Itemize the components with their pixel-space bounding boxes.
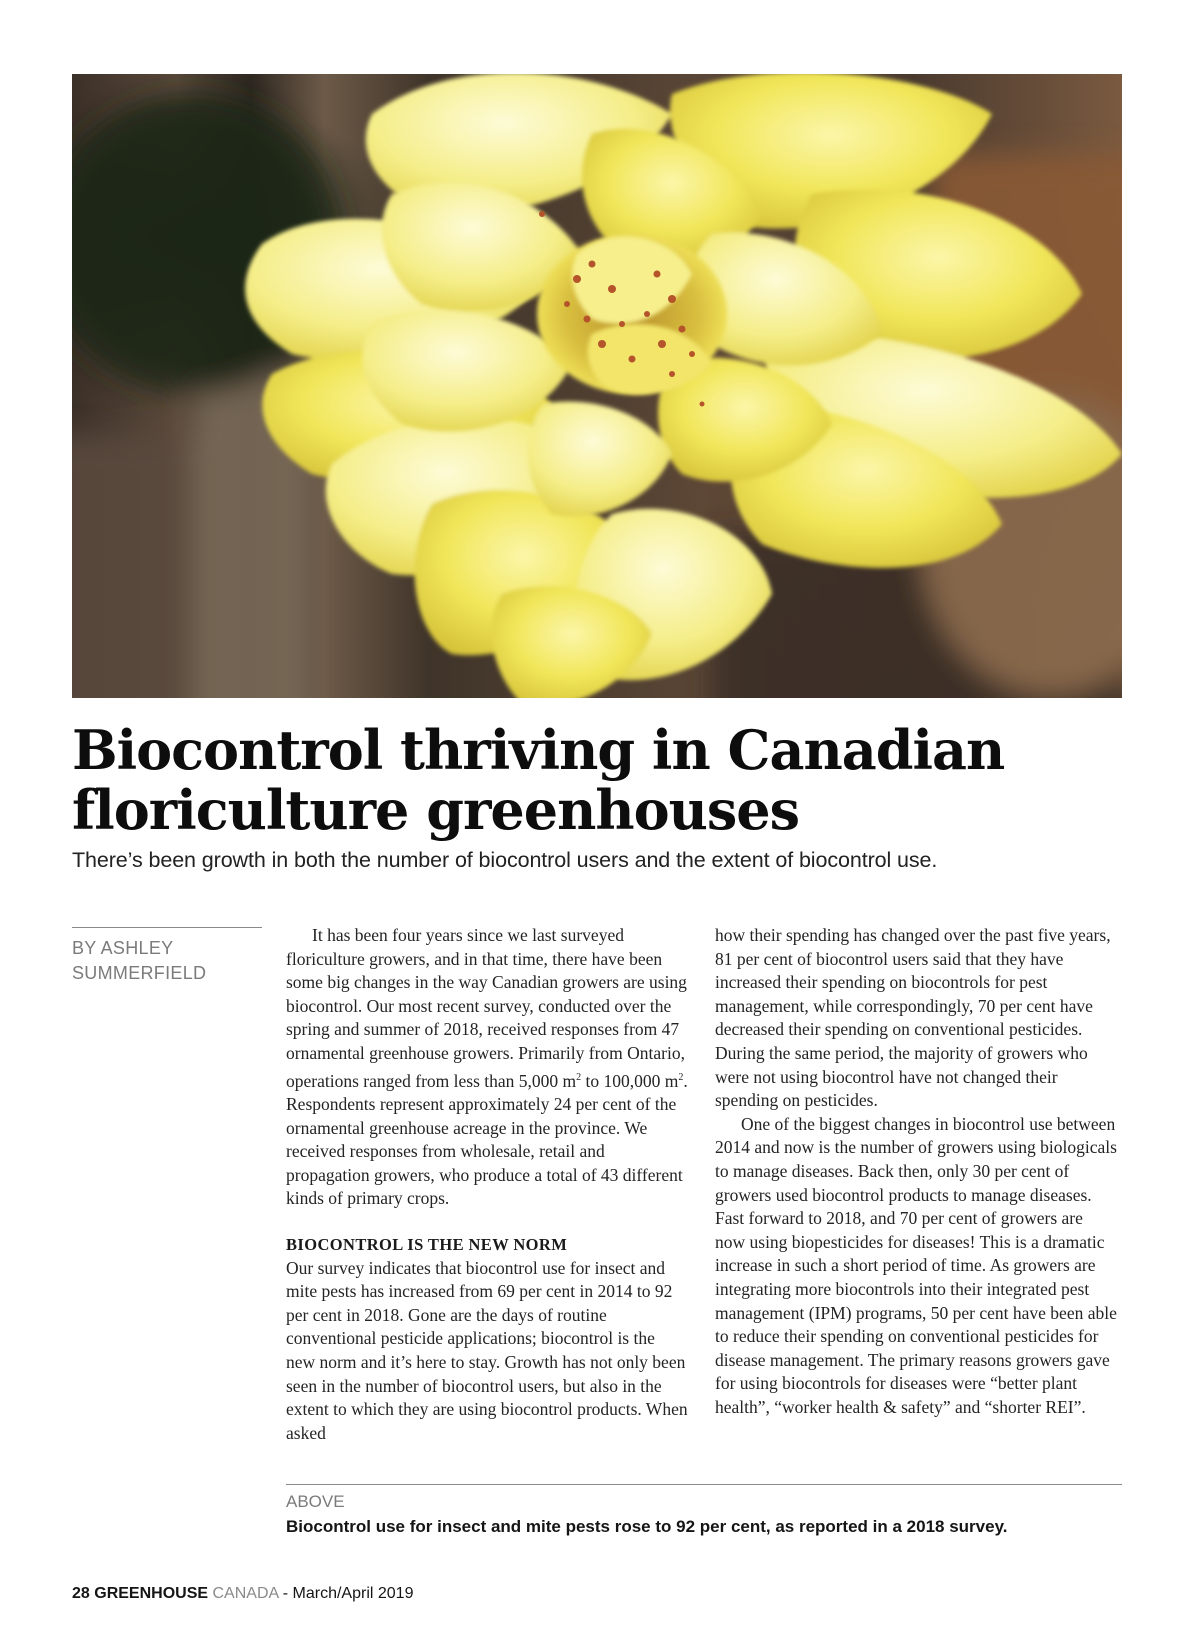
byline xyxy=(72,936,262,986)
byline-line-2: SUMMERFIELD xyxy=(72,963,207,983)
hero-photo xyxy=(72,74,1122,698)
section-subhead: BIOCONTROL IS THE NEW NORM xyxy=(286,1234,568,1254)
body-column-2 xyxy=(715,924,1117,1419)
body-paragraph-2: Our survey indicates that biocontrol use for insect and mite pests has increased from 69 per cent in 2014 to 92 per cent in 2018. Gone are the days of routine conventional pesticide applications; biocontrol is the new norm and it’s here to stay. Growth has not only been seen in the number of biocontrol users, but also in the extent to which they are using biocontrol products. When asked xyxy=(286,1257,688,1443)
headline-line-2: floriculture greenhouses xyxy=(72,778,800,842)
page-number: 28 xyxy=(72,1585,90,1602)
byline-line-1: BY ASHLEY xyxy=(72,938,174,958)
paragraph-1-text-a: It has been four years since we last surveyed floriculture growers, and in that time, there have been some big changes in the way Canadian growers are using biocontrol. Our most recent survey, conducted over the spring and summer of 2018, received responses from 47 ornamental greenhouse growers. Primarily from Ontario, operations ranged from less than 5,000 m xyxy=(286,925,687,1091)
yellow-flower-illustration xyxy=(72,74,1122,698)
caption-text: Biocontrol use for insect and mite pests rose to 92 per cent, as reported in a 2018 survey. xyxy=(286,1517,1008,1536)
caption-divider xyxy=(286,1484,1122,1485)
superscript-square: 2 xyxy=(576,1071,582,1083)
headline-line-1: Biocontrol thriving in Canadian xyxy=(72,718,1005,782)
body-paragraph-4: One of the biggest changes in biocontrol use between 2014 and now is the number of growers using biologicals to manage diseases. Back then, only 30 per cent of growers used biocontrol products to manage diseases. Fast forward to 2018, and 70 per cent of growers are now using biopesticides for diseases! This is a dramatic increase in such a short period of time. As growers are integrating more biocontrols into their integrated pest management (IPM) programs, 50 per cent have been able to reduce their spending on conventional pesticides for disease management. The primary reasons growers gave for using biocontrols for diseases were “better plant health”, “worker health & safety” and “shorter REI”. xyxy=(715,1113,1117,1417)
issue-date: - March/April 2019 xyxy=(282,1585,414,1602)
paragraph-1-text-c: . Respondents represent approximately 24 per cent of the ornamental greenhouse acreage in the province. We received responses from wholesale, retail and propagation growers, who produce a total of 43 different kinds of primary crops. xyxy=(286,1070,688,1209)
paragraph-1-text-b: to 100,000 m xyxy=(581,1070,679,1091)
magazine-name-light: CANADA xyxy=(212,1585,279,1602)
superscript-square: 2 xyxy=(678,1071,684,1083)
body-paragraph-3: how their spending has changed over the past five years, 81 per cent of biocontrol users said that they have increased their spending on biocontrols for pest management, while correspondingly, 70 per cent have decreased their spending on conventional pesticides. During the same period, the majority of growers who were not using biocontrol have not changed their spending on pesticides. xyxy=(715,925,1111,1111)
caption-label: ABOVE xyxy=(286,1492,345,1511)
article-deck: There’s been growth in both the number of biocontrol users and the extent of biocontrol use. xyxy=(72,848,938,872)
magazine-name: GREENHOUSE xyxy=(94,1585,209,1602)
byline-divider xyxy=(72,927,262,928)
article-headline xyxy=(72,720,1132,840)
page-footer xyxy=(72,1583,413,1605)
body-paragraph-1 xyxy=(286,924,688,1211)
body-column-1 xyxy=(286,924,688,1445)
